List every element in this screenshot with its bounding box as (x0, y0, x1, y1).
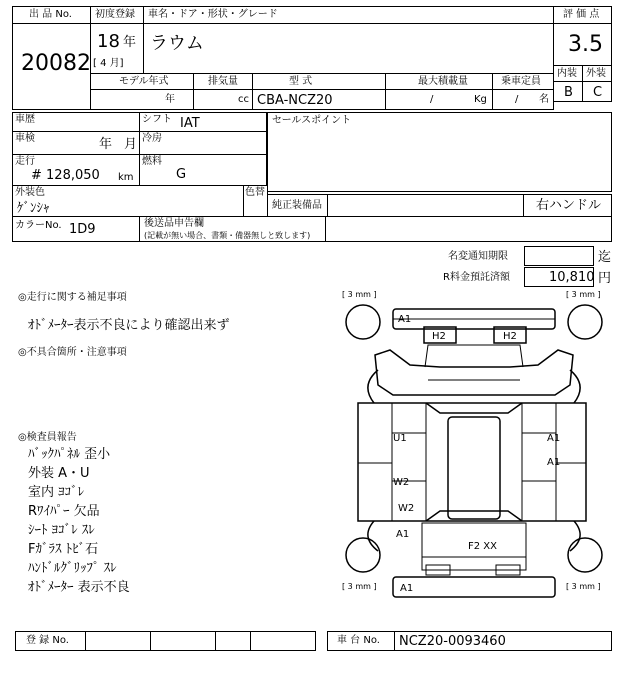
history-label: 車歴 (15, 114, 35, 125)
max-load-label: 最大積載量 (418, 76, 468, 87)
sales-point-label: セールスポイント (272, 115, 352, 126)
type-value: CBA-NCZ20 (257, 93, 333, 108)
max-load-cell (385, 89, 493, 110)
exterior-color-cell (12, 185, 244, 217)
max-load-label-cell (385, 73, 493, 90)
inspector-report-line: ｼｰﾄ ﾖｺﾞﾚ ｽﾚ (28, 523, 95, 538)
corner-label-bl (342, 582, 377, 591)
displacement-unit: cc (238, 94, 249, 105)
max-load-sep: / (430, 94, 434, 105)
wheel-rear-right-icon (568, 305, 602, 339)
inspector-title: ◎検査員報告 (18, 432, 77, 443)
inspector-report-line: 外装 A・U (28, 466, 90, 481)
mark-rear-lamp-right: H2 (503, 331, 517, 342)
genuine-equipment-sub-cell (327, 194, 524, 217)
svg-text:[ 3 mm ]: [ 3 mm ] (342, 582, 377, 591)
wheel-rear-left-icon (346, 305, 380, 339)
mark-left-rear-door: U1 (393, 433, 407, 444)
lot-number: 20082 (21, 51, 91, 76)
displacement-label: 排気量 (208, 76, 238, 87)
fuel-label: 燃料 (142, 156, 162, 167)
car-name-cell (143, 23, 554, 74)
color-no-value: 1D9 (69, 222, 96, 237)
chassis-no-cell (394, 631, 612, 651)
car-name: ラウム (150, 33, 204, 54)
first-registration-month: [ 4 月] (93, 58, 124, 69)
exterior-color-value: ｹﾞﾝｼｬ (17, 201, 50, 216)
fuel-cell (139, 154, 267, 186)
inspector-report-line: ｵﾄﾞﾒｰﾀｰ 表示不良 (28, 580, 130, 595)
color-no-cell (12, 216, 140, 242)
fuel-value: G (176, 167, 187, 182)
mark-left-rear-quarter: W2 (393, 477, 410, 488)
supplement-text: ｵﾄﾞﾒｰﾀｰ表示不良により確認出来ず (28, 318, 230, 333)
wheel-front-left-icon (346, 538, 380, 572)
mark-right-rear-door: A1 (547, 433, 561, 444)
color-change-cell (243, 185, 268, 217)
mark-rear-lamp-left: H2 (432, 331, 446, 342)
first-registration-year-unit: 年 (123, 35, 137, 50)
inspector-report-line: 室内 ﾖｺﾞﾚ (28, 485, 85, 500)
lot-number-label: 出 品 No. (29, 9, 72, 20)
exterior-label: 外装 (586, 68, 606, 79)
type-label-cell (252, 73, 386, 90)
chassis-no-label: 車 台 No. (337, 635, 380, 646)
lot-number-cell (12, 23, 91, 110)
post-declaration-cell (139, 216, 612, 242)
recycle-fee-value: 10,810 (549, 270, 595, 285)
mileage-cell (12, 154, 140, 186)
capacity-cell (492, 89, 554, 110)
inspection-month-unit: 月 (124, 137, 138, 152)
svg-text:[ 3 mm ]: [ 3 mm ] (342, 290, 377, 299)
post-declaration-label: 後送品申告欄 (144, 218, 204, 229)
model-year-label: モデル年式 (119, 76, 169, 87)
corner-label-br (566, 582, 601, 591)
inspector-report-line: Fｶﾞﾗｽ ﾄﾋﾞ石 (28, 542, 99, 557)
mark-rear-bumper: A1 (398, 314, 412, 325)
roof-outline (426, 403, 522, 413)
displacement-cell (193, 89, 253, 110)
capacity-unit: 名 (539, 94, 549, 105)
sales-point-cell (267, 112, 612, 192)
car-name-label-cell (143, 6, 554, 24)
capacity-sep: / (515, 94, 519, 105)
ac-cell (139, 131, 267, 155)
shift-cell (139, 112, 267, 132)
car-damage-diagram (330, 285, 614, 605)
registration-no-cell-1 (85, 631, 151, 651)
chassis-no-value: NCZ20-0093460 (399, 634, 506, 649)
registration-no-cell-3 (215, 631, 251, 651)
notice-deadline-cell (524, 246, 594, 266)
interior-label: 内装 (557, 68, 577, 79)
registration-no-label-cell (15, 631, 86, 651)
model-year-label-cell (90, 73, 194, 90)
capacity-label-cell (492, 73, 554, 90)
steering-value: 右ハンドル (536, 198, 602, 213)
rear-body-outline (375, 350, 573, 395)
mileage-label: 走行 (15, 156, 35, 167)
score-cell (553, 23, 612, 66)
roof-panel-outline (448, 417, 500, 519)
inspector-report-list (28, 445, 130, 597)
capacity-label: 乗車定員 (501, 76, 541, 87)
registration-no-cell-2 (150, 631, 216, 651)
type-label: 型 式 (289, 76, 313, 87)
recycle-fee-unit: 円 (598, 271, 612, 286)
lot-number-label-cell (12, 6, 91, 24)
car-name-label: 車名・ドア・形状・グレード (148, 9, 278, 20)
steering-cell (523, 194, 612, 217)
registration-no-label: 登 録 No. (26, 635, 69, 646)
exterior-grade-cell (582, 81, 612, 102)
inspector-report-line: ﾊﾝﾄﾞﾙｸﾞﾘｯﾌﾟ ｽﾚ (28, 561, 117, 576)
post-declaration-note: (記載が無い場合、書類・備器無しと致します) (144, 231, 311, 240)
exterior-color-label: 外装色 (15, 187, 45, 198)
front-bumper-outline (393, 577, 555, 597)
displacement-label-cell (193, 73, 253, 90)
mark-left-front-fender: A1 (396, 529, 410, 540)
history-cell (12, 112, 140, 132)
chassis-no-label-cell (327, 631, 395, 651)
exterior-label-cell (582, 65, 612, 82)
notice-deadline-label: 名変通知期限 (448, 251, 508, 262)
score-label-cell (553, 6, 612, 24)
post-declaration-divider (325, 216, 326, 242)
wheel-front-right-icon (568, 538, 602, 572)
inspector-report-line: ﾊﾞｯｸﾊﾟﾈﾙ 歪小 (28, 447, 111, 462)
first-registration-cell (90, 23, 144, 74)
registration-no-cell-4 (250, 631, 316, 651)
shift-value: IAT (180, 116, 200, 131)
corner-label-tr (566, 290, 601, 299)
interior-label-cell (553, 65, 583, 82)
color-no-label: カラーNo. (15, 220, 62, 231)
inspection-year-unit: 年 (99, 137, 113, 152)
ac-label: 冷房 (142, 133, 162, 144)
inspection-cell (12, 131, 140, 155)
mark-left-front-door: W2 (398, 503, 415, 514)
max-load-unit: Kg (474, 94, 487, 105)
exterior-grade: C (593, 85, 603, 100)
interior-grade-cell (553, 81, 583, 102)
genuine-equipment-label: 純正装備品 (272, 200, 322, 211)
interior-grade: B (564, 85, 573, 100)
shift-label: シフト (142, 114, 172, 125)
score-value: 3.5 (568, 32, 603, 57)
mark-windshield: F2 XX (468, 541, 497, 552)
score-label: 評 価 点 (563, 9, 600, 20)
inspection-label: 車検 (15, 133, 35, 144)
mileage-value: # 128,050 (31, 168, 100, 183)
first-registration-label: 初度登録 (95, 9, 135, 20)
inspector-report-line: Rﾜｲﾊﾟｰ 欠品 (28, 504, 100, 519)
mileage-unit: km (118, 172, 134, 183)
first-registration-year: 18 (97, 31, 120, 52)
type-cell (252, 89, 386, 110)
svg-text:[ 3 mm ]: [ 3 mm ] (566, 582, 601, 591)
color-change-label: 色替 (245, 187, 265, 198)
notice-deadline-unit: 迄 (598, 250, 612, 265)
recycle-fee-cell (524, 267, 594, 287)
first-registration-label-cell (90, 6, 144, 24)
mark-front-bumper: A1 (400, 583, 414, 594)
svg-text:[ 3 mm ]: [ 3 mm ] (566, 290, 601, 299)
supplement-title: ◎走行に関する補足事項 (18, 292, 127, 303)
recycle-fee-label: R料金預託済額 (443, 272, 510, 283)
model-year-cell (90, 89, 194, 110)
model-year-unit: 年 (165, 94, 175, 105)
mark-right-front-door: A1 (547, 457, 561, 468)
corner-label-tl (342, 290, 377, 299)
defects-title: ◎不具合箇所・注意事項 (18, 347, 127, 358)
